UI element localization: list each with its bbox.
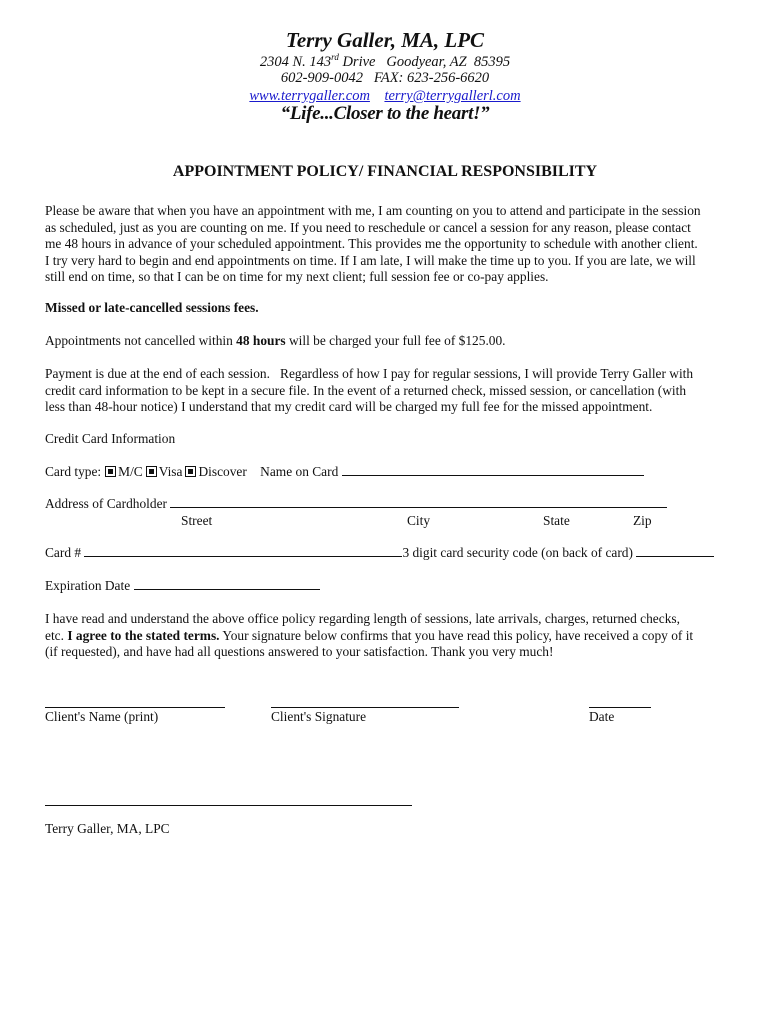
address-label: Address of Cardholder: [45, 496, 167, 511]
city-sublabel: City: [407, 513, 431, 528]
state-sublabel: State: [543, 513, 570, 528]
credit-card-heading: Credit Card Information: [45, 431, 176, 446]
client-signature-label: Client's Signature: [271, 709, 367, 724]
agreement-line: [45, 628, 727, 645]
letterhead-name: Terry Galler, MA, LPC: [285, 28, 485, 52]
letterhead-tagline: “Life...Closer to the heart!”: [280, 103, 490, 124]
date-field[interactable]: [589, 706, 651, 708]
date-label: Date: [589, 709, 615, 724]
address-superscript: rd: [331, 52, 339, 62]
security-code-label: 3 digit card security code (on back of card): [402, 545, 633, 560]
address-suffix: Drive Goodyear, AZ 85395: [338, 53, 511, 70]
payment-line: credit card information to be kept in a secure file. In the event of a returned check, missed session, or cancellation (with: [45, 382, 687, 398]
card-type-label: Card type:: [45, 464, 102, 479]
agreement-paragraph: [45, 611, 727, 661]
mc-checkbox[interactable]: [105, 466, 116, 477]
fee-policy-line: [45, 333, 506, 349]
therapist-name-label: Terry Galler, MA, LPC: [45, 821, 170, 836]
agreement-text-before: etc.: [45, 627, 68, 643]
card-number-label: Card #: [45, 545, 82, 560]
address-prefix: 2304 N. 143: [259, 53, 332, 70]
missed-sessions-heading: Missed or late-cancelled sessions fees.: [45, 300, 259, 315]
card-type-row: [45, 464, 644, 480]
expiration-label: Expiration Date: [45, 578, 131, 593]
name-on-card-field[interactable]: [342, 464, 644, 476]
document-title: APPOINTMENT POLICY/ FINANCIAL RESPONSIBILITY: [172, 163, 598, 180]
client-signature-field[interactable]: [271, 706, 459, 708]
letterhead-phone-fax: 602-909-0042 FAX: 623-256-6620: [280, 70, 490, 86]
expiration-field[interactable]: [134, 578, 320, 590]
card-number-field[interactable]: [84, 545, 402, 557]
agreement-line: (if requested), and have had all questions answered to your satisfaction. Thank you very much!: [45, 644, 554, 659]
fee-text-before: Appointments not cancelled within: [45, 333, 237, 348]
agreement-text-after: Your signature below confirms that you have read this policy, have received a copy of it: [219, 627, 694, 643]
zip-sublabel: Zip: [633, 513, 652, 528]
client-name-field[interactable]: [45, 706, 225, 708]
intro-line: Please be aware that when you have an appointment with me, I am counting on you to attend and participate in the session: [45, 203, 701, 218]
intro-line: as scheduled, just as you are counting on me. If you need to reschedule or cancel a session for any reason, please contact: [45, 219, 691, 235]
card-number-row: [45, 545, 714, 561]
fee-text-after: will be charged your full fee of $125.00.: [285, 333, 506, 348]
email-link[interactable]: terry@terrygallerl.com: [384, 88, 521, 104]
letterhead-address: [0, 52, 770, 71]
visa-option-label: Visa: [158, 464, 183, 479]
website-link[interactable]: www.terrygaller.com: [249, 88, 370, 104]
agreement-text-bold: I agree to the stated terms.: [67, 627, 220, 643]
name-on-card-label: Name on Card: [260, 464, 339, 479]
address-row: [45, 496, 667, 512]
visa-checkbox[interactable]: [146, 466, 157, 477]
address-field[interactable]: [170, 496, 667, 508]
fee-text-bold: 48 hours: [236, 333, 286, 348]
street-sublabel: Street: [181, 513, 213, 528]
intro-line: me 48 hours in advance of your scheduled appointment. This provides me the opportunity to schedule with another client.: [45, 236, 698, 251]
payment-line: less than 48-hour notice) I understand that my credit card will be charged my full fee for the missed appointment.: [45, 399, 653, 414]
discover-option-label: Discover: [198, 464, 247, 479]
intro-line: still end on time, so that I can be on time for my next client; full session fee or co-pay applies.: [45, 269, 549, 284]
security-code-field[interactable]: [636, 545, 714, 557]
therapist-signature-field[interactable]: [45, 804, 412, 806]
client-name-label: Client's Name (print): [45, 709, 159, 724]
payment-line: Payment is due at the end of each session. Regardless of how I pay for regular sessions, I will provide Terry Galler with: [45, 366, 694, 381]
agreement-line: I have read and understand the above office policy regarding length of sessions, late arrivals, charges, returned checks,: [45, 611, 680, 626]
expiration-row: [45, 578, 320, 594]
intro-line: I try very hard to begin and end appointments on time. If I am late, I will make the time up to you. If you are late, we will: [45, 252, 696, 268]
intro-paragraph: [45, 203, 727, 286]
payment-paragraph: [45, 366, 727, 416]
mc-option-label: M/C: [118, 464, 143, 479]
discover-checkbox[interactable]: [185, 466, 196, 477]
